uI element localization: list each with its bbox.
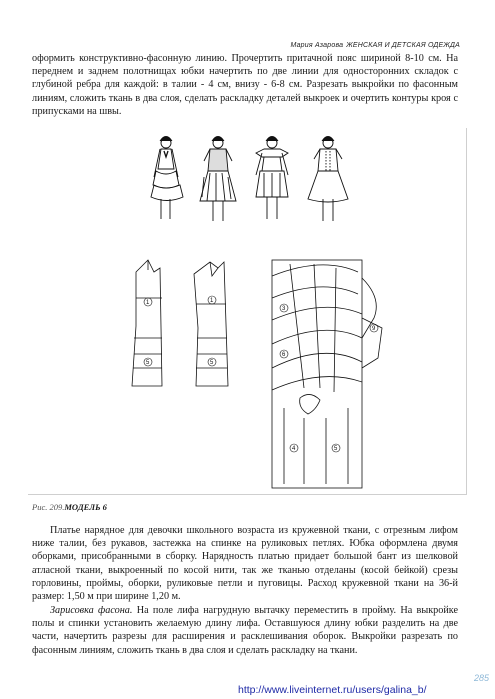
model-sketches-illustration <box>146 133 366 231</box>
pattern-label-left-front-lower: 5 <box>146 360 150 366</box>
figure-number: Рис. 209. <box>32 502 65 512</box>
pattern-label-right-front: 4 <box>292 446 296 452</box>
fabric-layout-drawing <box>270 258 388 490</box>
body-paragraph-2-lead: Зарисовка фасона. <box>50 605 133 616</box>
bodice-pattern-drawing <box>126 258 246 390</box>
running-head <box>290 42 460 49</box>
pattern-label-sleeve: 9 <box>372 326 376 332</box>
footer-url[interactable]: http://www.liveinternet.ru/users/galina_b/ <box>238 684 427 696</box>
pattern-label-left-front: 1 <box>146 300 150 306</box>
running-head-title: ЖЕНСКАЯ И ДЕТСКАЯ ОДЕЖДА <box>346 42 460 49</box>
running-head-author: Мария Азарова <box>290 42 344 49</box>
pattern-label-left-back: 1 <box>210 298 214 304</box>
body-paragraph-2-text: На поле лифа нагрудную вытачку переместить в пройму. На выкройке полы и спинки установить желаемую длину лифа. Оставшуюся длину юбки разделить на две части, начертить разрезы для расширения и расклешивания оборок. Выкройки разрезать по фасонным линиям, сложить ткань в два слоя и сделать раскладку на ткани. <box>32 605 458 656</box>
pattern-label-right-back: 5 <box>334 446 338 452</box>
figure-title: МОДЕЛЬ 6 <box>64 502 107 512</box>
top-paragraph: оформить конструктивно-фасонную линию. Прочертить притачной пояс шириной 8-10 см. На переднем и заднем полотнищах юбки начертить по две линии для односторонних складок с глубиной ребра для каждой: в талии - 4 см, внизу - 6-8 см. Разрезать выкройки по фасонным линиям, сложить ткань в два слоя, сделать раскладку деталей выкроек и очертить контуры кроя с припусками на швы. <box>32 53 458 117</box>
body-paragraph-2 <box>32 604 458 657</box>
pattern-label-ruffle-top: 3 <box>282 306 286 312</box>
page-number: 285 <box>473 673 489 683</box>
body-paragraph-1: Платье нарядное для девочки школьного возраста из кружевной ткани, с отрезным лифом ниже талии, без рукавов, застежка на спинке на руликовых петлях. Юбка оформлена двумя оборками, присобранными в сборку. Нарядность платью придает большой бант из шелковой атласной ткани, выкроенный по косой нити, так же тканью отделаны (косой бейкой) срезы горловины, проймы, оборки, руликовые петли и пуговицы. Расход кружевной ткани на 36-й размер: 1,50 м при ширине 1,20 м. <box>32 525 458 603</box>
pattern-label-ruffle-bottom: 6 <box>282 352 286 358</box>
figure-caption <box>32 502 107 512</box>
pattern-label-left-back-lower: 5 <box>210 360 214 366</box>
